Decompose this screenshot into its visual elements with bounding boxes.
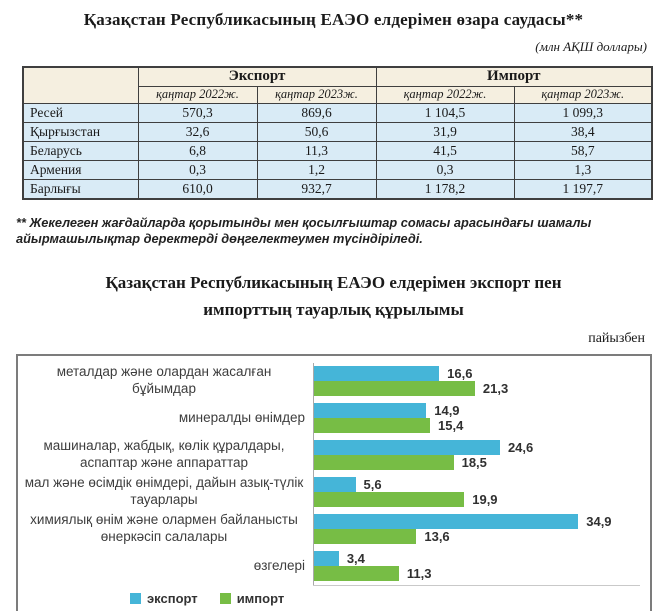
legend-label: экспорт xyxy=(147,590,198,606)
bar-value-label: 11,3 xyxy=(406,566,432,582)
category-label: мал және өсімдік өнімдері, дайын азық-түлік тауарлары xyxy=(24,475,304,508)
bar-value-label: 14,9 xyxy=(434,403,460,419)
row-label: Армения xyxy=(23,160,138,179)
units-note: (млн АҚШ доллары) xyxy=(535,39,647,54)
legend-item-экспорт xyxy=(130,591,198,606)
bar-line xyxy=(313,440,533,455)
bar-group xyxy=(313,551,431,581)
bar-group xyxy=(313,440,533,470)
chart-rows xyxy=(18,363,650,585)
bar-value-label: 19,9 xyxy=(472,492,498,508)
cell-value: 1 197,7 xyxy=(514,179,652,199)
category-label: металдар және олардан жасалған бұйымдар xyxy=(56,364,272,397)
экспорт-bar xyxy=(313,477,356,492)
bar-line xyxy=(313,529,612,544)
category-label-wrap xyxy=(18,558,305,575)
bar-value-label: 18,5 xyxy=(461,455,487,471)
legend-item-импорт xyxy=(220,591,285,606)
table-body xyxy=(23,103,652,199)
row-label: Ресей xyxy=(23,103,138,122)
column-group-import: Импорт xyxy=(376,67,652,86)
category-label-wrap xyxy=(18,475,305,509)
bar-value-label: 21,3 xyxy=(482,381,509,397)
bar-value-label: 3,4 xyxy=(346,551,365,567)
cell-value: 32,6 xyxy=(138,122,257,141)
category-label: химиялық өнім және олармен байланысты өнеркәсіп салалары xyxy=(30,512,298,545)
экспорт-bar xyxy=(313,514,578,529)
subheader-import-2022: қаңтар 2022ж. xyxy=(376,86,514,103)
экспорт-bar xyxy=(313,440,500,455)
cell-value: 869,6 xyxy=(257,103,376,122)
legend-label: импорт xyxy=(236,590,285,606)
bar-value-label: 24,6 xyxy=(507,440,534,456)
chart-section-title xyxy=(94,269,574,323)
table-row xyxy=(23,141,652,160)
cell-value: 58,7 xyxy=(514,141,652,160)
bar-line xyxy=(313,403,463,418)
импорт-bar xyxy=(313,381,475,396)
legend-swatch-icon xyxy=(130,593,141,604)
table-corner-cell xyxy=(23,67,138,103)
cell-value: 1 178,2 xyxy=(376,179,514,199)
chart-unit-label: пайызбен xyxy=(588,330,645,346)
table-row xyxy=(23,179,652,199)
bar-value-label: 16,6 xyxy=(447,366,473,382)
cell-value: 11,3 xyxy=(257,141,376,160)
bar-line xyxy=(313,551,431,566)
chart-category-row xyxy=(18,548,650,585)
row-label: Барлығы xyxy=(23,179,138,199)
category-label: өзгелері xyxy=(253,557,305,573)
chart-category-row xyxy=(18,437,650,474)
row-label: Қырғызстан xyxy=(23,122,138,141)
bar-value-label: 5,6 xyxy=(363,477,382,493)
cell-value: 1 099,3 xyxy=(514,103,652,122)
category-label-wrap xyxy=(18,364,305,398)
bar-line xyxy=(313,418,463,433)
bar-group xyxy=(313,477,498,507)
category-label-wrap xyxy=(18,512,305,546)
экспорт-bar xyxy=(313,403,426,418)
импорт-bar xyxy=(313,418,430,433)
table-row xyxy=(23,160,652,179)
category-label: машиналар, жабдық, көлік құралдары, аспаптар және аппараттар xyxy=(43,438,285,471)
category-label-wrap xyxy=(18,438,305,472)
bar-line xyxy=(313,566,431,581)
subheader-export-2023: қаңтар 2023ж. xyxy=(257,86,376,103)
bar-value-label: 15,4 xyxy=(438,418,464,434)
cell-value: 50,6 xyxy=(257,122,376,141)
cell-value: 0,3 xyxy=(376,160,514,179)
bar-line xyxy=(313,455,533,470)
subheader-import-2023: қаңтар 2023ж. xyxy=(514,86,652,103)
cell-value: 1,3 xyxy=(514,160,652,179)
импорт-bar xyxy=(313,455,454,470)
bar-chart xyxy=(16,354,652,611)
chart-category-row xyxy=(18,400,650,437)
bar-value-label: 13,6 xyxy=(424,529,450,545)
chart-category-row xyxy=(18,474,650,511)
bar-value-label: 34,9 xyxy=(586,514,612,530)
cell-value: 31,9 xyxy=(376,122,514,141)
cell-value: 570,3 xyxy=(138,103,257,122)
cell-value: 610,0 xyxy=(138,179,257,199)
bar-group xyxy=(313,366,508,396)
page-title: Қазақстан Республикасының ЕАЭО елдерімен өзара саудасы** xyxy=(83,10,584,29)
импорт-bar xyxy=(313,529,416,544)
cell-value: 932,7 xyxy=(257,179,376,199)
chart-baseline xyxy=(313,585,640,586)
chart-vertical-axis xyxy=(313,363,314,586)
bar-line xyxy=(313,514,612,529)
chart-category-row xyxy=(18,511,650,548)
trade-table xyxy=(22,66,653,200)
bar-line xyxy=(313,492,498,507)
cell-value: 6,8 xyxy=(138,141,257,160)
импорт-bar xyxy=(313,492,464,507)
column-group-export: Экспорт xyxy=(138,67,376,86)
cell-value: 0,3 xyxy=(138,160,257,179)
bar-line xyxy=(313,477,498,492)
импорт-bar xyxy=(313,566,399,581)
table-row xyxy=(23,122,652,141)
cell-value: 41,5 xyxy=(376,141,514,160)
chart-title-line1: Қазақстан Республикасының ЕАЭО елдерімен экспорт пен xyxy=(105,273,562,293)
legend-swatch-icon xyxy=(220,593,231,604)
table-row xyxy=(23,103,652,122)
экспорт-bar xyxy=(313,366,439,381)
cell-value: 1 104,5 xyxy=(376,103,514,122)
footnote: ** Жекелеген жағдайларда қорытынды мен қосылғыштар сомасы арасындағы шамалы айырмашылықтар деректерді дөңгелектеумен түсіндіріледі. xyxy=(16,214,592,247)
chart-category-row xyxy=(18,363,650,400)
category-label-wrap xyxy=(18,410,305,427)
cell-value: 1,2 xyxy=(257,160,376,179)
экспорт-bar xyxy=(313,551,339,566)
bar-line xyxy=(313,381,508,396)
category-label: минералды өнімдер xyxy=(178,409,305,425)
chart-title-line2: импорттың тауарлық құрылымы xyxy=(203,300,464,320)
chart-legend xyxy=(130,591,284,606)
bar-group xyxy=(313,514,612,544)
bar-line xyxy=(313,366,508,381)
row-label: Беларусь xyxy=(23,141,138,160)
subheader-export-2022: қаңтар 2022ж. xyxy=(138,86,257,103)
cell-value: 38,4 xyxy=(514,122,652,141)
bar-group xyxy=(313,403,463,433)
